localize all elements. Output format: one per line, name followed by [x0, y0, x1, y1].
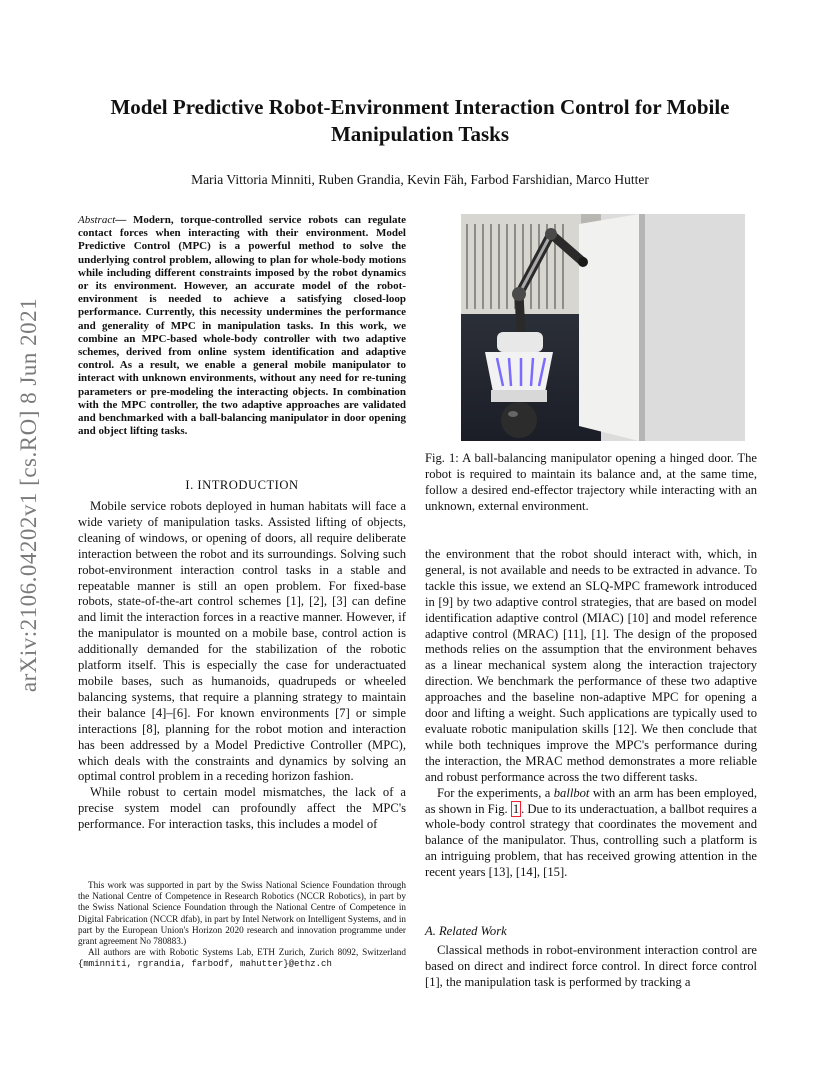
footnote-affiliation-text: All authors are with Robotic Systems Lab, ETH Zurich, Zurich 8092, Switzerland: [88, 947, 406, 958]
intro-paragraph: Mobile service robots deployed in human habitats will face a wide variety of manipulation tasks. Assisted lifting of objects, cleaning of windows, or opening of doors, all require deliberate interaction between the robot and its surroundings. Solving such robot-environment interaction control tasks in a stable and repeatable manner is still an open problem. For fixed-base robots, state-of-the-art control schemes [1], [2], [3] can define and limit the interaction forces in a reactive manner. However, if the manipulator is mounted on a mobile base, control action is additionally demanded for the stabilization of the robotic platform itself. This is especially the case for underactuated mobile bases, such as humanoids, quadrupeds or wheeled balancing systems, that require a planning strategy to maintain their balance [4]–[6]. For known environments [7] or simple interactions [8], planning for the robot motion and interaction has been addressed by a Model Predictive Controller (MPC), which deals with the constraints and dynamics by solving an optimal control problem in a receding horizon fashion.: [78, 499, 406, 784]
experiments-text-before: For the experiments, a: [437, 785, 554, 800]
intro-paragraph: While robust to certain model mismatches, the lack of a precise system model can profoundly affect the MPC's performance. For interaction tasks, this includes a model of: [78, 785, 406, 832]
author-list: Maria Vittoria Minniti, Ruben Grandia, Kevin Fäh, Farbod Farshidian, Marco Hutter: [191, 172, 649, 187]
figure-robot-photo: [461, 214, 745, 441]
figure-reference-link[interactable]: 1: [512, 801, 520, 816]
right-column: [425, 547, 757, 881]
figure-caption: Fig. 1: A ball-balancing manipulator opening a hinged door. The robot is required to maintain its balance and, at the same time, follow a desired end-effector trajectory while interacting with an unknown, external environment.: [425, 451, 757, 513]
related-work-paragraph: Classical methods in robot-environment interaction control are based on direct and indirect force control. In direct force control [1], the manipulation task is performed by tracking a: [425, 943, 757, 989]
arxiv-identifier-text: arXiv:2106.04202v1 [cs.RO] 8 Jun 2021: [16, 297, 42, 693]
footnote-emails: {mminniti, rgrandia, farbodf, mahutter}@ethz.ch: [78, 959, 332, 970]
abstract-text: — Modern, torque-controlled service robots can regulate contact forces when interacting with their environment. Model Predictive Control (MPC) is a powerful method to solve the underlying control problem, allowing to plan for whole-body motions while including different constraints imposed by the robot dynamics or its environment. However, an accurate model of the robot-environment is needed to achieve a satisfying closed-loop performance. Currently, this necessity undermines the performance and generality of MPC in manipulation tasks. In this work, we combine an MPC-based whole-body controller with two adaptive schemes, derived from online system identification and adaptive control. As a result, we enable a general mobile manipulator to interact with unknown environments, without any need for re-tuning parameters or pre-modeling the interacting objects. In combination with the MPC controller, the two adaptive approaches are validated and benchmarked with a ball-balancing manipulator in door opening and object lifting tasks.: [78, 214, 406, 438]
introduction-column: [78, 499, 406, 833]
section-heading-introduction: I. INTRODUCTION: [185, 478, 299, 492]
arxiv-identifier: [9, 295, 49, 695]
experiments-text-middle: with an arm has been employed, as shown in Fig.: [425, 785, 757, 816]
footnotes: [78, 880, 406, 971]
experiments-italic-term: ballbot: [553, 785, 590, 800]
footnote-funding: This work was supported in part by the Swiss National Science Foundation through the National Centre of Competence in Research Robotics (NCCR Robotics), in part by the Swiss National Science Foundation through the National Centre of Competence in Digital Fabrication (NCCR dfab), in part by Intel Network on Intelligent Systems, and in part by the European Union's Horizon 2020 research and innovation programme under grant agreement No 780883.): [78, 880, 406, 947]
robot-door-illustration: [461, 214, 745, 441]
abstract: [78, 214, 406, 438]
right-paragraph: the environment that the robot should interact with, which, in general, is not available and needs to be extracted in advance. To tackle this issue, we extend an SLQ-MPC framework introduced in [9] by two adaptive control strategies, that are based on model identification adaptive control (MIAC) [10] and model reference adaptive control (MRAC) [11], [1]. The design of the proposed methods relies on the assumption that the environment behaves as a linear mechanical system along the interaction trajectory direction. We benchmark the performance of these two adaptive approaches and the baseline non-adaptive MPC for opening a door and lifting a weight. Such applications are typically used to evaluate robotic manipulation skills [12]. We then conclude that while both techniques improve the MPC's performance during the interaction, the MRAC method demonstrates a more reliable and robust performance across the two different tasks.: [425, 547, 757, 784]
abstract-label: Abstract: [78, 214, 116, 226]
experiments-paragraph: [425, 786, 757, 881]
footnote-affiliation: [78, 947, 406, 970]
related-work-column: [425, 943, 757, 991]
subsection-heading-related-work: A. Related Work: [425, 924, 507, 938]
paper-title: Model Predictive Robot-Environment Interaction Control for Mobile Manipulation Tasks: [110, 95, 730, 146]
experiments-text-after: . Due to its underactuation, a ballbot requires a whole-body control strategy that coordinates the movement and balance of the manipulator. Thus, controlling such a platform is an intriguing problem, that has received growing attention in the recent years [13], [14], [15].: [425, 801, 757, 880]
